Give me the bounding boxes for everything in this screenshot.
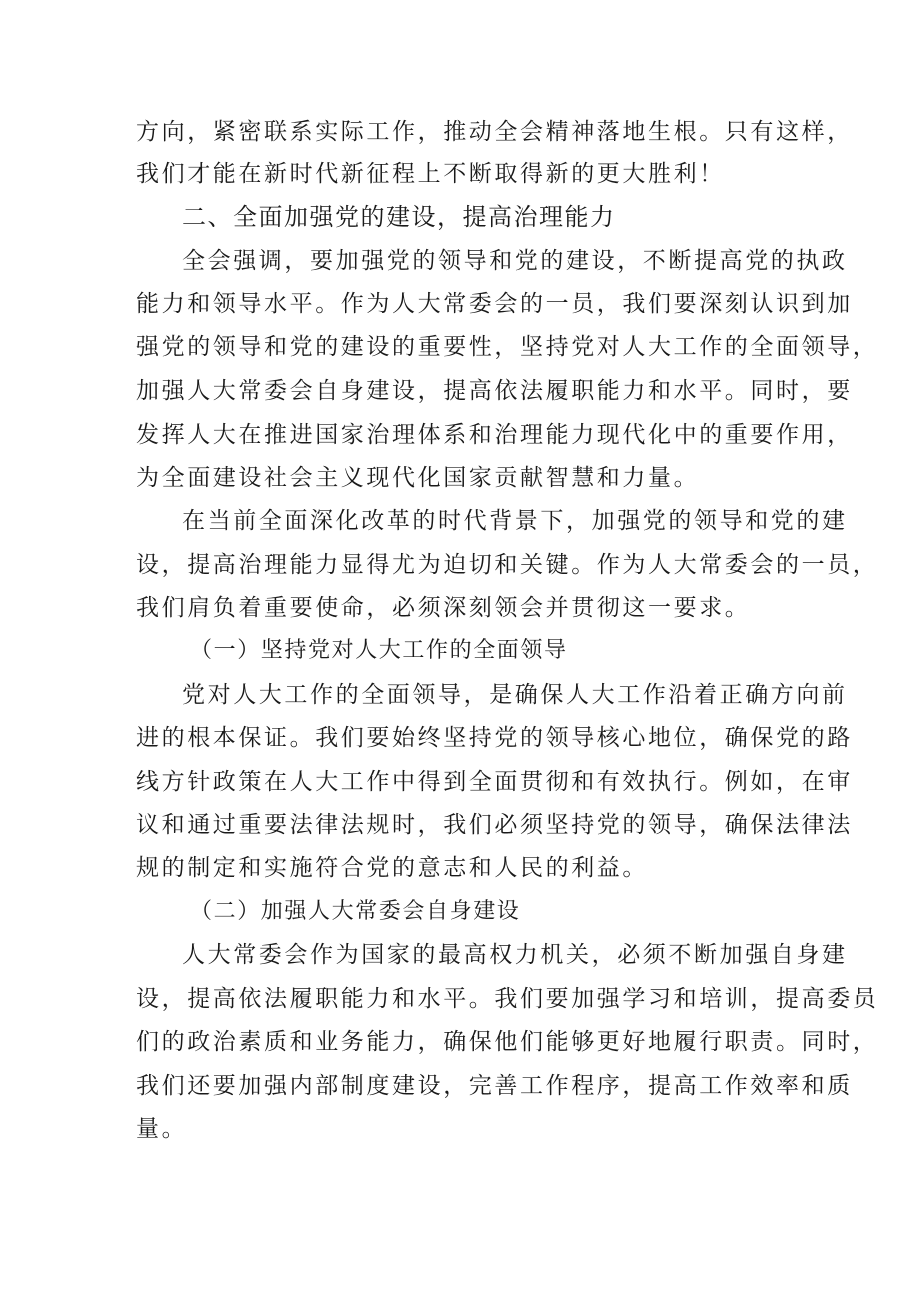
subsection-heading: （二）加强人大常委会自身建设 [190,899,521,924]
body-line: 我们肩负着重要使命，必须深刻领会并贯彻这一要求。 [136,595,751,621]
body-line: 议和通过重要法律法规时，我们必须坚持党的领导，确保法律法 [136,812,853,838]
body-line: 线方针政策在人大工作中得到全面贯彻和有效执行。例如，在审 [136,769,853,795]
body-line: 加强人大常委会自身建设，提高依法履职能力和水平。同时，要 [136,378,853,404]
body-line: 全会强调，要加强党的领导和党的建设，不断提高党的执政 [182,248,848,274]
body-line: 人大常委会作为国家的最高权力机关，必须不断加强自身建 [182,942,848,968]
body-line: 党对人大工作的全面领导，是确保人大工作沿着正确方向前 [182,682,848,708]
body-line: 在当前全面深化改革的时代背景下，加强党的领导和党的建 [182,508,848,534]
body-line: 能力和领导水平。作为人大常委会的一员，我们要深刻认识到加 [136,291,853,317]
body-line: 进的根本保证。我们要始终坚持党的领导核心地位，确保党的路 [136,725,853,751]
body-line: 为全面建设社会主义现代化国家贡献智慧和力量。 [136,465,700,491]
subsection-heading: （一）坚持党对人大工作的全面领导 [190,638,568,663]
section-heading: 二、全面加强党的建设，提高治理能力 [182,203,616,231]
body-line: 发挥人大在推进国家治理体系和治理能力现代化中的重要作用， [136,422,853,448]
body-line: 设，提高依法履职能力和水平。我们要加强学习和培训，提高委员 [136,986,879,1012]
body-line: 们的政治素质和业务能力，确保他们能够更好地履行职责。同时， [136,1029,879,1055]
body-line: 设，提高治理能力显得尤为迫切和关键。作为人大常委会的一员， [136,552,879,578]
body-line: 强党的领导和党的建设的重要性，坚持党对人大工作的全面领导， [136,334,879,360]
body-line: 量。 [136,1116,188,1142]
body-line: 我们才能在新时代新征程上不断取得新的更大胜利！ [136,161,725,187]
body-line: 我们还要加强内部制度建设，完善工作程序，提高工作效率和质 [136,1073,853,1099]
body-line: 方向，紧密联系实际工作，推动全会精神落地生根。只有这样， [136,119,853,145]
body-line: 规的制定和实施符合党的意志和人民的利益。 [136,855,648,881]
